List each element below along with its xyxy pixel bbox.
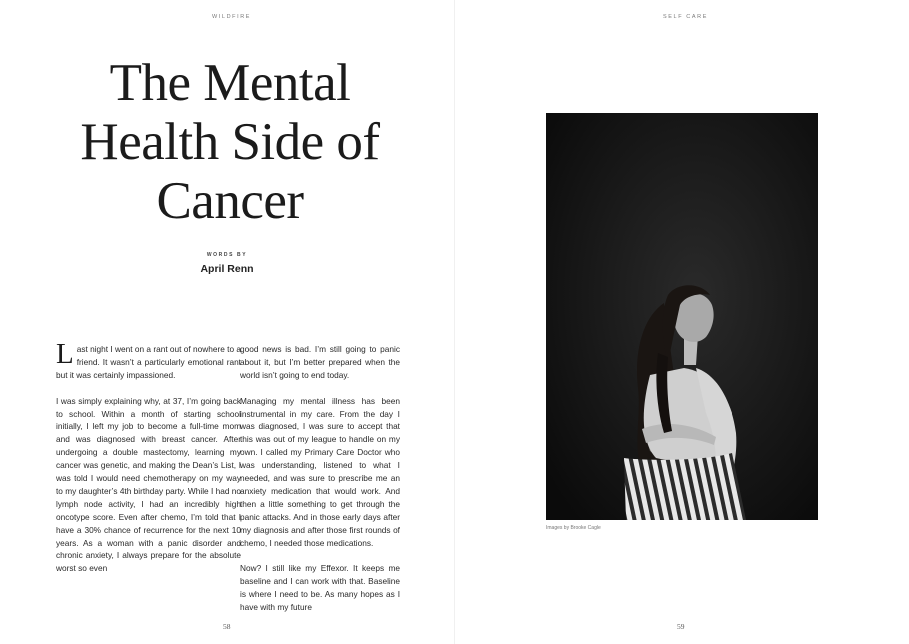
paragraph: Now? I still like my Effexor. It keeps me baseline and I can work with that. Baseline is where I need to be. As many hopes as I have with my future [240,563,400,613]
page-number-right: 59 [677,622,685,631]
paragraph: I was simply explaining why, at 37, I’m going back to school. Within a month of starting school initially, I left my job to become a full-time mom and was diagnosed with breast cancer. After undergoing a double mastectomy, learning my cancer was genetic, and making the Dean’s List, I was told I would need chemotherapy on my way to my daughter’s 4th birthday party. While I had no lymph node activity, I had an incredibly high oncotype score. Even after chemo, I’m told that I have a 30% chance of recurrence for the next 10 years. As a woman with a panic disorder and chronic anxiety, I always prepare for the absolute worst so even [56,395,241,574]
drop-cap: L [56,338,74,370]
left-page [0,0,454,644]
byline-label: WORDS BY [206,252,248,258]
title-line-1: The Mental [109,54,351,112]
article-title [40,54,420,231]
page-number-left: 58 [223,622,231,631]
title-line-3: Cancer [156,172,304,230]
paragraph: good news is bad. I’m still going to panic about it, but I’m better prepared when the world isn’t going to end today. [240,344,400,380]
body-column-2 [240,343,400,627]
paragraph: Managing my mental illness has been instrumental in my care. From the day I was diagnosed, I was sure to accept that this was out of my league to handle on my own. I called my Primary Care Doctor who was understanding, listened to what I needed, and was sure to prescribe me an anxiety medication that would work. And then a little something to get through the panic attacks. And in those early days after my diagnosis and after those first rounds of chemo, I needed those medications. [240,395,400,548]
right-page [455,0,909,644]
running-head-right: SELF CARE [663,14,708,20]
portrait-photo [546,113,818,520]
paragraph-text: ast night I went on a rant out of nowhere to a friend. It wasn’t a particularly emotional rant but it was certainly impassioned. [56,344,241,380]
photo-caption: Images by Brooke Cagle [546,525,601,531]
paragraph [56,338,241,382]
running-head-left: WILDFIRE [212,14,252,20]
author-name: April Renn [200,263,254,275]
portrait-illustration [546,113,818,520]
body-column-1 [56,338,241,588]
title-line-2: Health Side of [80,113,380,171]
